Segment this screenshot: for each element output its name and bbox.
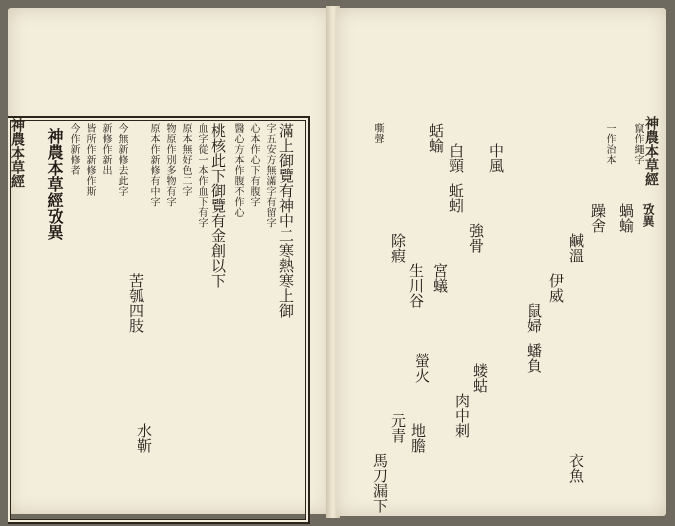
text-column: 白頸 bbox=[447, 143, 465, 173]
text-column: 原本作新修有中字 bbox=[148, 123, 159, 207]
text-column: 嘶聲 bbox=[372, 123, 383, 144]
text-column: 皆所作新修作斯 bbox=[84, 123, 95, 197]
text-column: 肉中刺 bbox=[453, 393, 471, 438]
text-column: 水靳 bbox=[135, 423, 153, 453]
text-column: 元青 bbox=[389, 413, 407, 443]
page-title: 神農本草經攷異 bbox=[45, 128, 64, 240]
text-column: 桃核此下御覽有金創以下 bbox=[209, 123, 227, 288]
left-page bbox=[8, 8, 330, 514]
right-page bbox=[336, 8, 666, 516]
text-column: 蝼蛄 bbox=[471, 363, 489, 393]
text-column: 地膽 bbox=[409, 423, 427, 453]
text-column: 馬刀 bbox=[371, 453, 389, 483]
text-column: 宮蟻 bbox=[431, 263, 449, 293]
text-column: 鹹溫 bbox=[567, 233, 585, 263]
text-column: 躁舍 bbox=[589, 203, 607, 233]
left-edge-title: 神農本草經 bbox=[9, 118, 25, 188]
text-column: 蝸蝓 bbox=[617, 203, 635, 233]
text-column: 中風 bbox=[487, 143, 505, 173]
text-column: 今無新修去此字 bbox=[116, 123, 127, 197]
text-column: 苦瓠四肢 bbox=[127, 273, 145, 333]
text-column: 蛞蝓 bbox=[427, 123, 445, 153]
text-column: 醫心方本作腹不作心 bbox=[232, 123, 243, 218]
text-column: 一作治本 bbox=[604, 123, 615, 165]
right-edge-title: 神農本草經 bbox=[643, 116, 659, 186]
text-column: 竄作繩字 bbox=[632, 123, 643, 165]
text-column: 滿上御覽有神中二寒熱寒上御 bbox=[277, 123, 295, 318]
right-edge-subtitle: 攷異 bbox=[641, 203, 655, 227]
text-column: 蚯蚓 bbox=[447, 183, 465, 213]
text-column: 血字從一本作血下有字 bbox=[196, 123, 207, 228]
text-column: 今作新修者 bbox=[68, 123, 79, 176]
text-column: 衣魚 bbox=[567, 453, 585, 483]
text-column: 生川谷 bbox=[407, 263, 425, 308]
text-column: 漏下 bbox=[371, 483, 389, 513]
text-column: 原本無好色二字 bbox=[180, 123, 191, 197]
text-column: 字五安方無滿字有留字 bbox=[264, 123, 275, 228]
text-column: 螢火 bbox=[413, 353, 431, 383]
text-column: 伊威 bbox=[547, 273, 565, 303]
text-column: 強骨 bbox=[467, 223, 485, 253]
text-column: 新修作新出 bbox=[100, 123, 111, 176]
text-column: 鼠婦 bbox=[525, 303, 543, 333]
text-column: 蟠負 bbox=[525, 343, 543, 373]
text-column: 除瘕 bbox=[389, 233, 407, 263]
text-column: 心本作心下有腹字 bbox=[248, 123, 259, 207]
text-column: 物原作別多物有字 bbox=[164, 123, 175, 207]
